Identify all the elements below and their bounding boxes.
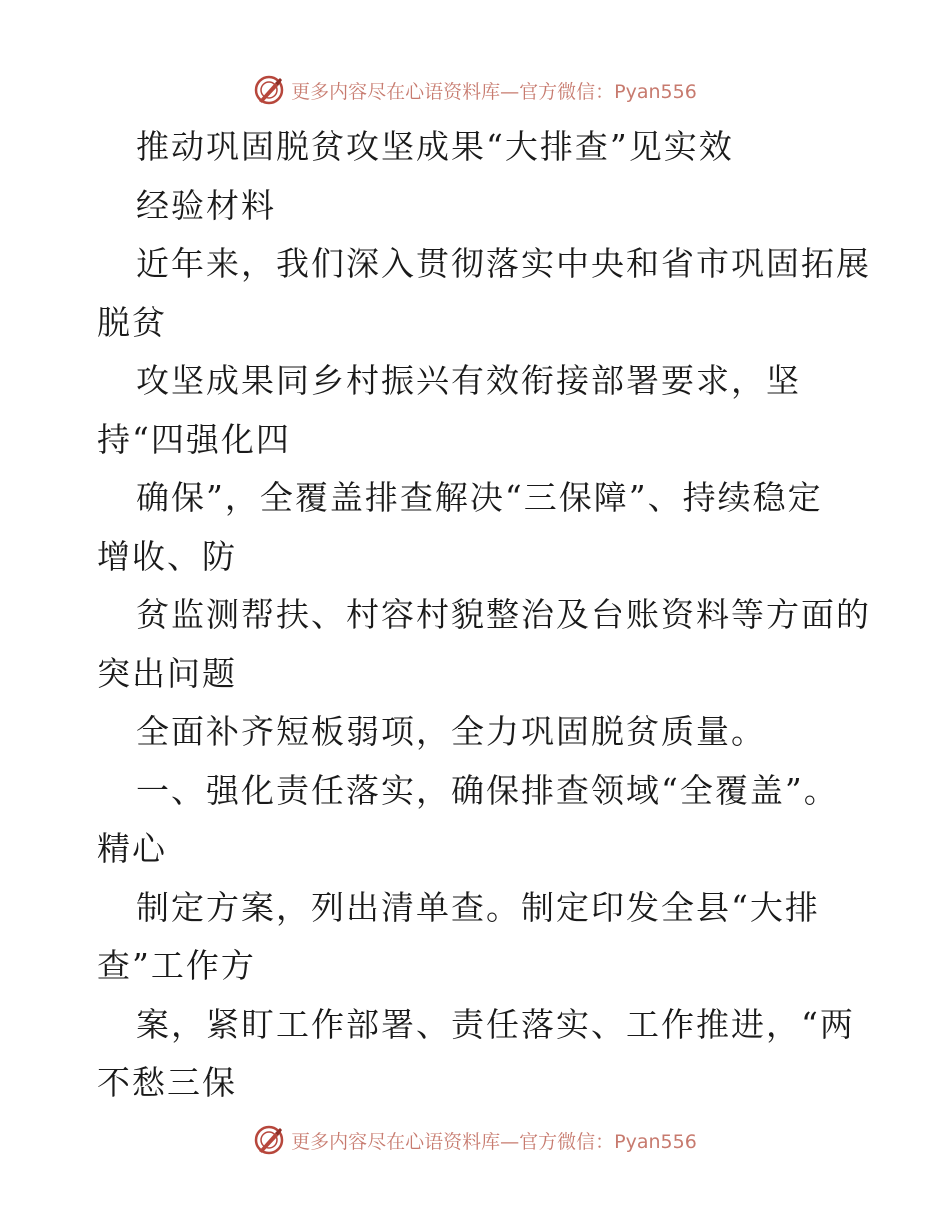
text-line: 突出问题 <box>97 653 237 693</box>
text-line: 精心 <box>97 829 167 868</box>
text-line: 贫监测帮扶、村容村貌整治及台账资料等方面的 <box>136 595 871 634</box>
text-line: 一、强化责任落实，确保排查领域“全覆盖”。 <box>136 770 839 810</box>
text-line: 近年来，我们深入贯彻落实中央和省市巩固拓展 <box>136 244 871 283</box>
text-line: 案，紧盯工作部署、责任落实、工作推进，“两 <box>136 1004 855 1044</box>
text-line: 推动巩固脱贫攻坚成果“大排查”见实效 <box>136 127 734 166</box>
text-line: 持“四强化四 <box>97 419 291 459</box>
text-line: 全面补齐短板弱项，全力巩固脱贫质量。 <box>136 712 766 751</box>
text-line: 不愁三保 <box>97 1063 237 1102</box>
text-line: 攻坚成果同乡村振兴有效衔接部署要求，坚 <box>136 361 801 400</box>
footer-watermark <box>0 1120 950 1160</box>
watermark-text: 更多内容尽在心语资料库—官方微信： <box>291 80 615 103</box>
text-line: 制定方案，列出清单查。制定印发全县“大排 <box>136 887 820 927</box>
text-line: 经验材料 <box>136 185 276 225</box>
watermark-id: Pyan556 <box>614 1130 697 1153</box>
text-line: 脱贫 <box>97 302 167 342</box>
text-line: 确保”，全覆盖排查解决“三保障”、持续稳定 <box>136 478 823 517</box>
watermark-text: 更多内容尽在心语资料库—官方微信： <box>291 1130 615 1153</box>
watermark-id: Pyan556 <box>614 80 697 103</box>
document-body <box>97 118 871 1113</box>
pen-logo-icon <box>253 74 285 106</box>
pen-logo-icon <box>253 1124 285 1156</box>
text-line: 增收、防 <box>97 536 237 576</box>
header-watermark <box>0 70 950 110</box>
text-line: 查”工作方 <box>97 946 256 985</box>
